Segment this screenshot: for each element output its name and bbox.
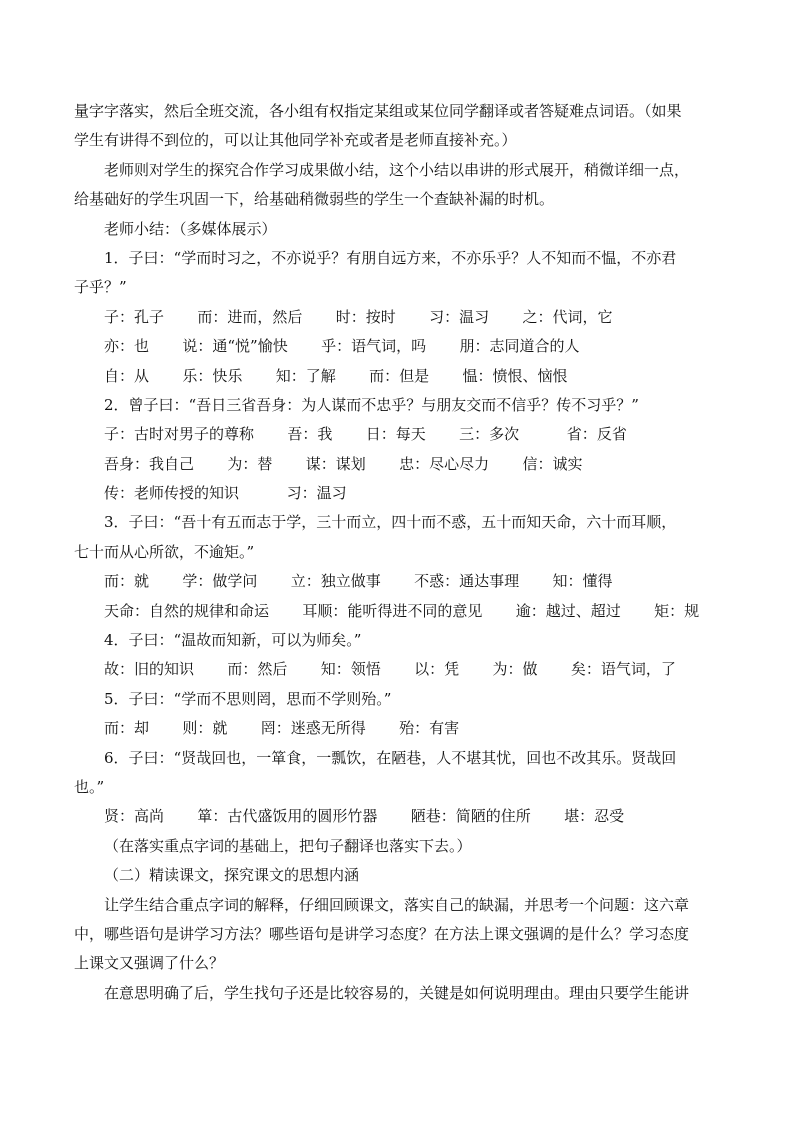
text-line: 上课文又强调了什么？ (74, 954, 225, 973)
text-line: 3．子曰：“吾十有五而志于学，三十而立，四十而不惑，五十而知天命，六十而耳顺， (104, 513, 677, 532)
text-line: 给基础好的学生巩固一下，给基础稍微弱些的学生一个查缺补漏的时机。 (74, 190, 555, 209)
text-line: 而：就 学：做学问 立：独立做事 不惑：通达事理 知：懂得 (104, 572, 613, 591)
text-line: 老师小结：（多媒体展示） (104, 219, 277, 238)
text-line: 6．子曰：“贤哉回也，一箪食，一瓢饮，在陋巷，人不堪其忧，回也不改其乐。贤哉回 (104, 748, 677, 767)
text-line: 也。” (74, 777, 105, 796)
text-line: 4．子曰：“温故而知新，可以为师矣。” (104, 631, 362, 650)
text-line: 子：古时对男子的尊称 吾：我 日：每天 三：多次 省：反省 (104, 425, 627, 444)
text-line: 2．曾子曰：“吾日三省吾身：为人谋而不忠乎？与朋友交而不信乎？传不习乎？” (104, 395, 639, 414)
text-line: 传：老师传授的知识 习：温习 (104, 484, 347, 503)
text-line: （在落实重点字词的基础上，把句子翻译也落实下去。） (104, 836, 472, 855)
text-line: 老师则对学生的探究合作学习成果做小结，这个小结以串讲的形式展开，稍微详细一点， (104, 160, 690, 179)
text-line: 在意思明确了后，学生找句子还是比较容易的，关键是如何说明理由。理由只要学生能讲 (104, 983, 690, 1002)
text-line: 而：却 则：就 罔：迷惑无所得 殆：有害 (104, 719, 460, 738)
text-line: 让学生结合重点字词的解释，仔细回顾课文，落实自己的缺漏，并思考一个问题：这六章 (104, 895, 690, 914)
text-line: （二）精读课文，探究课文的思想内涵 (104, 866, 360, 885)
document-body (74, 97, 724, 1008)
text-line: 故：旧的知识 而：然后 知：领悟 以：凭 为：做 矣：语气词，了 (104, 660, 676, 679)
text-line: 自：从 乐：快乐 知：了解 而：但是 愠：愤恨、恼恨 (104, 366, 568, 385)
text-line: 贤：高尚 箪：古代盛饭用的圆形竹器 陋巷：简陋的住所 堪：忍受 (104, 807, 625, 826)
text-line: 1．子曰：“学而时习之，不亦说乎？有朋自远方来，不亦乐乎？人不知而不愠，不亦君 (104, 248, 677, 267)
text-line: 量字字落实，然后全班交流，各小组有权指定某组或某位同学翻译或者答疑难点词语。（如果 (74, 102, 682, 120)
text-line: 子乎？” (74, 278, 127, 297)
text-line: 子：孔子 而：进而，然后 时：按时 习：温习 之：代词，它 (104, 307, 613, 326)
text-line: 学生有讲得不到位的，可以让其他同学补充或者是老师直接补充。） (74, 131, 517, 150)
text-line: 中，哪些语句是讲学习方法？哪些语句是讲学习态度？在方法上课文强调的是什么？学习态度 (74, 924, 690, 943)
text-line: 七十而从心所欲，不逾矩。” (74, 542, 255, 561)
text-line: 吾身：我自己 为：替 谋：谋划 忠：尽心尽力 信：诚实 (104, 454, 583, 473)
text-line: 天命：自然的规律和命运 耳顺：能听得进不同的意见 逾：越过、超过 矩：规 (104, 601, 700, 620)
text-line: 5．子曰：“学而不思则罔，思而不学则殆。” (104, 689, 392, 708)
text-line: 亦：也 说：通“悦”愉快 乎：语气词，吗 朋：志同道合的人 (104, 337, 580, 356)
